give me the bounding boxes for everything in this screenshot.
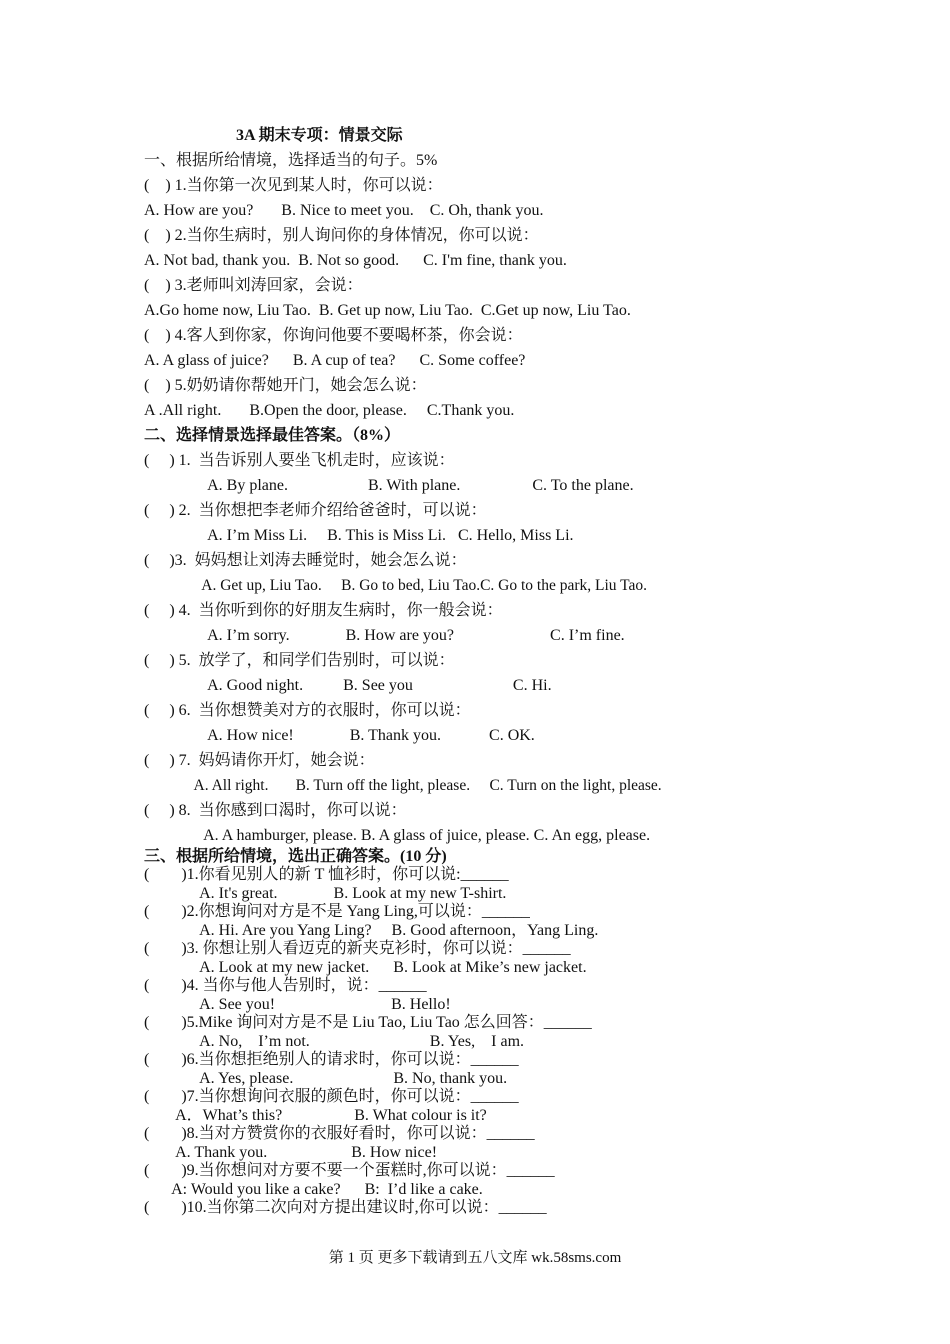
options-line: A. See you! B. Hello! — [144, 996, 451, 1013]
options-line: A. How are you? B. Nice to meet you. C. Oh, thank you. — [144, 202, 544, 219]
options-line: A. Good night. B. See you C. Hi. — [144, 677, 552, 694]
question-line: ( )6.当你想拒绝别人的请求时，你可以说：______ — [144, 1051, 519, 1068]
question-line: ( ) 5. 放学了，和同学们告别时，可以说： — [144, 652, 455, 669]
question-line: ( )1.你看见别人的新 T 恤衫时，你可以说:______ — [144, 866, 509, 883]
question-line: ( ) 1.当你第一次见到某人时，你可以说： — [144, 177, 443, 194]
question-line: ( ) 4.客人到你家，你询问他要不要喝杯茶，你会说： — [144, 327, 523, 344]
options-line: A. How nice! B. Thank you. C. OK. — [144, 727, 535, 744]
options-line: A. Hi. Are you Yang Ling? B. Good afternoon，Yang Ling. — [144, 922, 599, 939]
options-line: A. Look at my new jacket. B. Look at Mike’s new jacket. — [144, 959, 587, 976]
options-line: A. Thank you. B. How nice! — [144, 1144, 438, 1161]
options-line: A. Yes, please. B. No, thank you. — [144, 1070, 508, 1087]
question-line: ( ) 4. 当你听到你的好朋友生病时，你一般会说： — [144, 602, 503, 619]
options-line: A. A hamburger, please. B. A glass of juice, please. C. An egg, please. — [144, 827, 651, 844]
options-line: A. A glass of juice? B. A cup of tea? C. Some coffee? — [144, 352, 526, 369]
options-line: A: Would you like a cake? B: I’d like a cake. — [144, 1181, 483, 1198]
options-line: A. Get up, Liu Tao. B. Go to bed, Liu Tao.C. Go to the park, Liu Tao. — [144, 577, 648, 594]
options-line: A. I’m sorry. B. How are you? C. I’m fine. — [144, 627, 625, 644]
section-1-heading: 一、根据所给情境，选择适当的句子。5% — [144, 152, 438, 169]
options-line: A.Go home now, Liu Tao. B. Get up now, Liu Tao. C.Get up now, Liu Tao. — [144, 302, 631, 319]
question-line: ( )4. 当你与他人告别时，说：______ — [144, 977, 427, 994]
options-line: A. By plane. B. With plane. C. To the plane. — [144, 477, 634, 494]
options-line: A．What’s this? B. What colour is it? — [144, 1107, 487, 1124]
page-footer: 第 1 页 更多下载请到五八文库 wk.58sms.com — [328, 1250, 622, 1266]
question-line: ( )2.你想询问对方是不是 Yang Ling,可以说：______ — [144, 903, 530, 920]
question-line: ( ) 2.当你生病时，别人询问你的身体情况，你可以说： — [144, 227, 539, 244]
section-2-heading: 二、选择情景选择最佳答案。（8%） — [144, 427, 401, 444]
options-line: A. I’m Miss Li. B. This is Miss Li. C. Hello, Miss Li. — [144, 527, 574, 544]
question-line: ( )3. 你想让别人看迈克的新夹克衫时，你可以说：______ — [144, 940, 571, 957]
options-line: A. Not bad, thank you. B. Not so good. C. I'm fine, thank you. — [144, 252, 567, 269]
question-line: ( ) 3.老师叫刘涛回家，会说： — [144, 277, 363, 294]
question-line: ( ) 6. 当你想赞美对方的衣服时，你可以说： — [144, 702, 471, 719]
question-line: ( )5.Mike 询问对方是不是 Liu Tao, Liu Tao 怎么回答：______ — [144, 1014, 592, 1031]
question-line: ( ) 1. 当告诉别人要坐飞机走时，应该说： — [144, 452, 455, 469]
question-line: ( )10.当你第二次向对方提出建议时,你可以说：______ — [144, 1199, 547, 1216]
options-line: A .All right. B.Open the door, please. C.Thank you. — [144, 402, 515, 419]
question-line: ( )3. 妈妈想让刘涛去睡觉时，她会怎么说： — [144, 552, 467, 569]
question-line: ( )9.当你想问对方要不要一个蛋糕时,你可以说：______ — [144, 1162, 555, 1179]
question-line: ( )7.当你想询问衣服的颜色时，你可以说：______ — [144, 1088, 519, 1105]
question-line: ( ) 7. 妈妈请你开灯，她会说： — [144, 752, 375, 769]
options-line: A. No, I’m not. B. Yes, I am. — [144, 1033, 525, 1050]
question-line: ( ) 2. 当你想把李老师介绍给爸爸时，可以说： — [144, 502, 487, 519]
options-line: A. All right. B. Turn off the light, please. C. Turn on the light, please. — [144, 777, 662, 794]
page-title: 3A 期末专项：情景交际 — [236, 127, 403, 144]
question-line: ( )8.当对方赞赏你的衣服好看时，你可以说：______ — [144, 1125, 535, 1142]
question-line: ( ) 8. 当你感到口渴时，你可以说： — [144, 802, 407, 819]
question-line: ( ) 5.奶奶请你帮她开门，她会怎么说： — [144, 377, 427, 394]
section-3-heading: 三、根据所给情境，选出正确答案。(10 分) — [144, 848, 447, 865]
options-line: A. It's great. B. Look at my new T-shirt. — [144, 885, 507, 902]
